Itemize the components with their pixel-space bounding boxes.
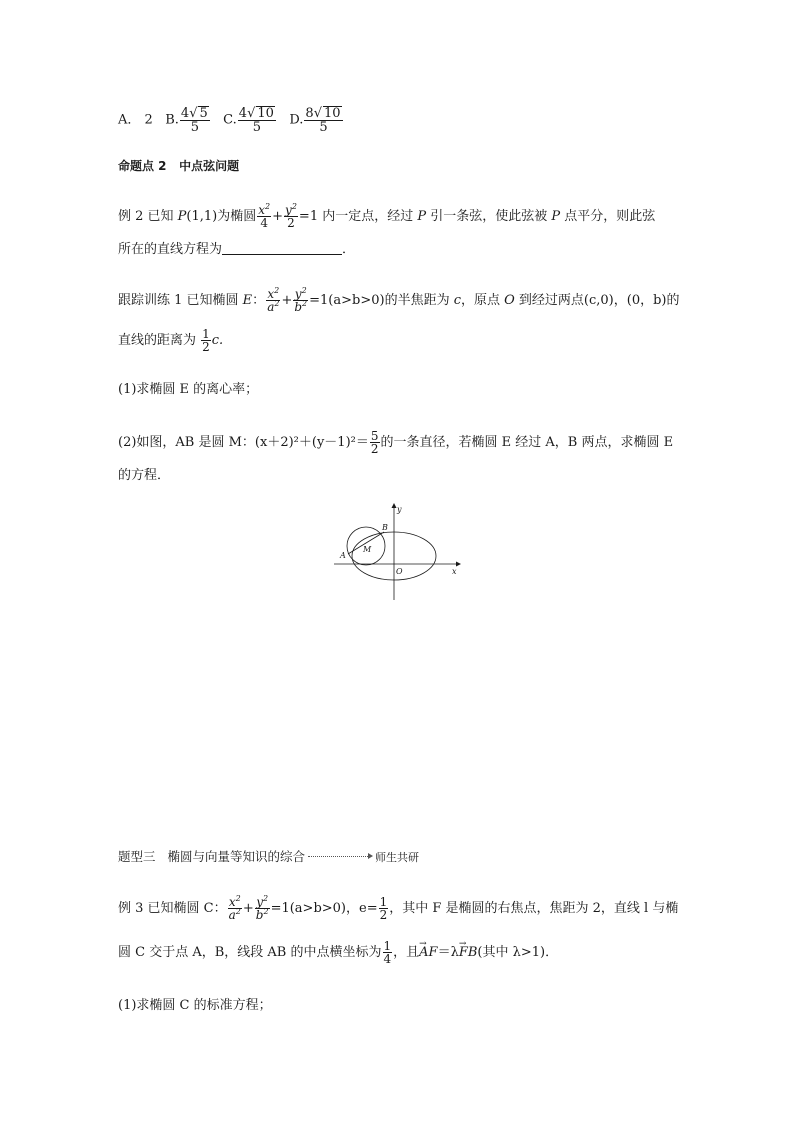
type-title: 椭圆与向量等知识的综合 bbox=[167, 849, 305, 864]
part-2-line-2: 的方程． bbox=[118, 468, 171, 483]
follow-up-1-line-1: 跟踪训练 1 已知椭圆 E： $\frac{x^2}{a^2}$ + $\frac{y^2}{b^2}$ =1(a>b>0)的半焦距为 c，原点 O 到经过两点(c,0)，(0，b)的 bbox=[118, 286, 680, 314]
option-b-fraction: $\frac{4√ 5}{5}$ bbox=[180, 106, 208, 135]
follow-up-1-line-2: 直线的距离为 $\frac{1}{2}$ c. bbox=[118, 327, 224, 354]
section-label: 命题点 2 bbox=[118, 159, 167, 173]
type-label: 题型三 bbox=[118, 849, 156, 864]
label-o: O bbox=[396, 567, 403, 576]
label-y: y bbox=[397, 505, 402, 514]
example-3-line-2: 圆 C 交于点 A，B，线段 AB 的中点横坐标为 $\frac{1}{4}$ ，且→ AF＝λ→ FB(其中 λ>1)． bbox=[118, 940, 558, 965]
arrow-icon bbox=[368, 853, 373, 859]
vector-fb: → FB bbox=[459, 943, 478, 963]
example-3-line-1: 例 3 已知椭圆 C： $\frac{x^2}{a^2}$ + $\frac{y^2}{b^2}$ =1(a>b>0)，e= $\frac{1}{2}$ ，其中 F 是椭圆的右焦点，焦距为 2，直线 l 与椭 bbox=[118, 894, 679, 922]
option-d-label: D. bbox=[289, 112, 304, 128]
example-2-line-2: 所在的直线方程为 ． bbox=[118, 242, 356, 257]
label-a: A bbox=[340, 551, 346, 560]
y-axis-arrow bbox=[392, 503, 397, 508]
answer-options bbox=[118, 106, 344, 134]
label-b: B bbox=[382, 523, 388, 532]
answer-blank[interactable] bbox=[222, 242, 342, 255]
option-d-fraction: $\frac{8√ 10}{5}$ bbox=[305, 106, 341, 135]
option-c-label: C. bbox=[223, 112, 237, 128]
section-heading-2 bbox=[118, 156, 239, 176]
x-axis-arrow bbox=[456, 562, 461, 567]
option-c-fraction: $\frac{4√ 10}{5}$ bbox=[238, 106, 274, 135]
section-title: 中点弦问题 bbox=[179, 159, 240, 173]
example-3-part-1: (1)求椭圆 C 的标准方程； bbox=[118, 998, 272, 1013]
label-m: M bbox=[363, 545, 372, 554]
part-1: (1)求椭圆 E 的离心率； bbox=[118, 382, 259, 397]
label-x: x bbox=[452, 567, 457, 576]
type-3-heading bbox=[118, 847, 419, 868]
example-2-line-1: 例 2 已知 P(1,1)为椭圆 $\frac{x^2}{4}$ + $\frac{y^2}{2}$ =1 内一定点，经过 P 引一条弦，使此弦被 P 点平分，则此弦 bbox=[118, 202, 656, 230]
vector-af: → AF bbox=[419, 943, 437, 963]
type-tag: 师生共研 bbox=[374, 851, 419, 864]
option-b-label: B. bbox=[165, 112, 179, 128]
option-a-value: 2 bbox=[144, 112, 153, 128]
part-2-line-1: (2)如图，AB 是圆 M：(x＋2)²＋(y－1)²＝ $\frac{5}{2}$ 的一条直径，若椭圆 E 经过 A，B 两点，求椭圆 E bbox=[118, 429, 674, 456]
ellipse-figure bbox=[330, 500, 470, 605]
dotted-leader bbox=[308, 856, 368, 857]
option-a-label: A． bbox=[118, 112, 141, 128]
